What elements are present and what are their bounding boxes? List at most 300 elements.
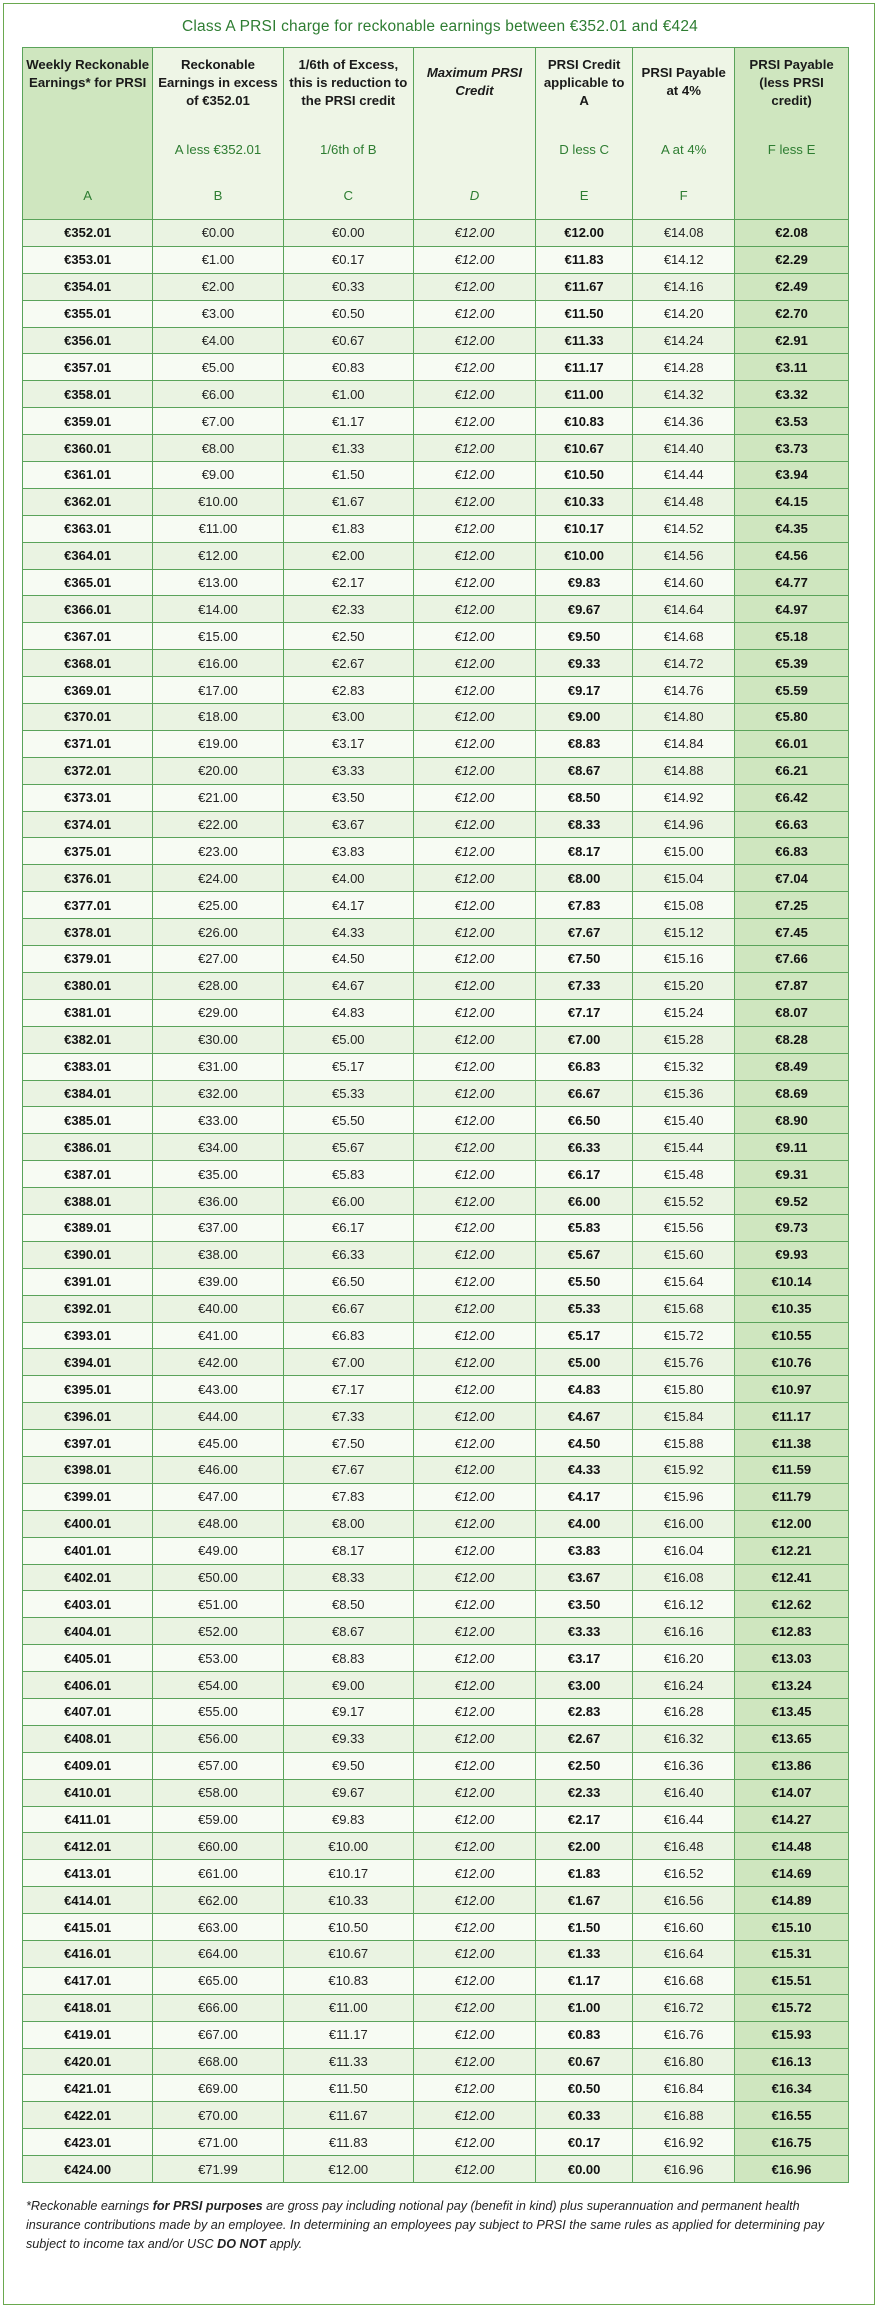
excess-cell: €37.00 [153, 1214, 283, 1241]
excess-cell: €0.00 [153, 220, 283, 247]
credit-cell: €5.00 [535, 1349, 632, 1376]
excess-cell: €49.00 [153, 1537, 283, 1564]
reduction-cell: €7.83 [283, 1483, 413, 1510]
prsi-payable-cell: €15.72 [735, 1994, 849, 2021]
credit-cell: €3.67 [535, 1564, 632, 1591]
table-row [23, 1806, 849, 1833]
prsi-payable-cell: €4.35 [735, 515, 849, 542]
table-row [23, 435, 849, 462]
reduction-cell: €6.17 [283, 1214, 413, 1241]
weekly-earnings-cell: €399.01 [23, 1483, 153, 1510]
table-row [23, 999, 849, 1026]
reduction-cell: €7.50 [283, 1430, 413, 1457]
max-credit-cell: €12.00 [413, 1887, 535, 1914]
prsi-gross-cell: €16.48 [633, 1833, 735, 1860]
weekly-earnings-cell: €409.01 [23, 1752, 153, 1779]
table-row [23, 1725, 849, 1752]
credit-cell: €9.67 [535, 596, 632, 623]
table-row [23, 1645, 849, 1672]
table-body [23, 220, 849, 2183]
weekly-earnings-cell: €377.01 [23, 892, 153, 919]
max-credit-cell: €12.00 [413, 1134, 535, 1161]
weekly-earnings-cell: €418.01 [23, 1994, 153, 2021]
weekly-earnings-cell: €364.01 [23, 542, 153, 569]
excess-cell: €42.00 [153, 1349, 283, 1376]
excess-cell: €51.00 [153, 1591, 283, 1618]
prsi-gross-cell: €14.40 [633, 435, 735, 462]
prsi-gross-cell: €15.32 [633, 1053, 735, 1080]
weekly-earnings-cell: €379.01 [23, 946, 153, 973]
col-header-f [633, 48, 735, 220]
col-header-b [153, 48, 283, 220]
prsi-payable-cell: €5.80 [735, 704, 849, 731]
excess-cell: €56.00 [153, 1725, 283, 1752]
reduction-cell: €4.83 [283, 999, 413, 1026]
max-credit-cell: €12.00 [413, 515, 535, 542]
weekly-earnings-cell: €417.01 [23, 1967, 153, 1994]
table-row [23, 273, 849, 300]
excess-cell: €41.00 [153, 1322, 283, 1349]
prsi-gross-cell: €14.48 [633, 488, 735, 515]
credit-cell: €10.67 [535, 435, 632, 462]
weekly-earnings-cell: €398.01 [23, 1456, 153, 1483]
col-header-g [735, 48, 849, 220]
reduction-cell: €11.83 [283, 2129, 413, 2156]
prsi-gross-cell: €16.92 [633, 2129, 735, 2156]
prsi-payable-cell: €7.25 [735, 892, 849, 919]
credit-cell: €5.17 [535, 1322, 632, 1349]
excess-cell: €62.00 [153, 1887, 283, 1914]
excess-cell: €58.00 [153, 1779, 283, 1806]
table-row [23, 2021, 849, 2048]
prsi-payable-cell: €13.03 [735, 1645, 849, 1672]
table-row [23, 1618, 849, 1645]
max-credit-cell: €12.00 [413, 2156, 535, 2183]
credit-cell: €3.17 [535, 1645, 632, 1672]
reduction-cell: €0.33 [283, 273, 413, 300]
weekly-earnings-cell: €404.01 [23, 1618, 153, 1645]
reduction-cell: €3.17 [283, 730, 413, 757]
table-row [23, 1188, 849, 1215]
credit-cell: €1.50 [535, 1914, 632, 1941]
table-row [23, 1483, 849, 1510]
table-row [23, 542, 849, 569]
max-credit-cell: €12.00 [413, 1941, 535, 1968]
reduction-cell: €12.00 [283, 2156, 413, 2183]
prsi-payable-cell: €9.52 [735, 1188, 849, 1215]
table-row [23, 300, 849, 327]
prsi-payable-cell: €12.21 [735, 1537, 849, 1564]
prsi-payable-cell: €5.59 [735, 677, 849, 704]
prsi-payable-cell: €14.48 [735, 1833, 849, 1860]
max-credit-cell: €12.00 [413, 865, 535, 892]
credit-cell: €9.50 [535, 623, 632, 650]
footnote-emphasis: for PRSI purposes [152, 2199, 263, 2213]
excess-cell: €60.00 [153, 1833, 283, 1860]
max-credit-cell: €12.00 [413, 1241, 535, 1268]
reduction-cell: €6.83 [283, 1322, 413, 1349]
prsi-payable-cell: €9.93 [735, 1241, 849, 1268]
excess-cell: €7.00 [153, 408, 283, 435]
excess-cell: €32.00 [153, 1080, 283, 1107]
max-credit-cell: €12.00 [413, 569, 535, 596]
prsi-gross-cell: €15.24 [633, 999, 735, 1026]
weekly-earnings-cell: €411.01 [23, 1806, 153, 1833]
table-row [23, 1698, 849, 1725]
credit-cell: €9.83 [535, 569, 632, 596]
excess-cell: €12.00 [153, 542, 283, 569]
prsi-payable-cell: €5.18 [735, 623, 849, 650]
excess-cell: €44.00 [153, 1403, 283, 1430]
reduction-cell: €6.33 [283, 1241, 413, 1268]
reduction-cell: €6.00 [283, 1188, 413, 1215]
prsi-gross-cell: €16.64 [633, 1941, 735, 1968]
max-credit-cell: €12.00 [413, 1268, 535, 1295]
table-row [23, 488, 849, 515]
table-row [23, 408, 849, 435]
prsi-gross-cell: €16.88 [633, 2102, 735, 2129]
table-row [23, 1752, 849, 1779]
prsi-payable-cell: €15.93 [735, 2021, 849, 2048]
prsi-gross-cell: €14.56 [633, 542, 735, 569]
weekly-earnings-cell: €363.01 [23, 515, 153, 542]
weekly-earnings-cell: €358.01 [23, 381, 153, 408]
prsi-gross-cell: €14.44 [633, 462, 735, 489]
reduction-cell: €2.67 [283, 650, 413, 677]
excess-cell: €71.00 [153, 2129, 283, 2156]
credit-cell: €11.17 [535, 354, 632, 381]
weekly-earnings-cell: €374.01 [23, 811, 153, 838]
reduction-cell: €10.00 [283, 1833, 413, 1860]
prsi-payable-cell: €16.75 [735, 2129, 849, 2156]
prsi-gross-cell: €15.44 [633, 1134, 735, 1161]
table-row [23, 1241, 849, 1268]
prsi-gross-cell: €16.40 [633, 1779, 735, 1806]
table-row [23, 865, 849, 892]
max-credit-cell: €12.00 [413, 596, 535, 623]
max-credit-cell: €12.00 [413, 650, 535, 677]
reduction-cell: €4.33 [283, 919, 413, 946]
max-credit-cell: €12.00 [413, 1618, 535, 1645]
prsi-gross-cell: €14.16 [633, 273, 735, 300]
prsi-gross-cell: €15.96 [633, 1483, 735, 1510]
col-header-label: PRSI Payable at 4% [641, 65, 726, 98]
weekly-earnings-cell: €381.01 [23, 999, 153, 1026]
credit-cell: €2.83 [535, 1698, 632, 1725]
prsi-payable-cell: €9.31 [735, 1161, 849, 1188]
table-row [23, 1591, 849, 1618]
prsi-gross-cell: €15.68 [633, 1295, 735, 1322]
credit-cell: €11.33 [535, 327, 632, 354]
table-row [23, 1349, 849, 1376]
max-credit-cell: €12.00 [413, 2129, 535, 2156]
credit-cell: €2.17 [535, 1806, 632, 1833]
max-credit-cell: €12.00 [413, 999, 535, 1026]
credit-cell: €7.17 [535, 999, 632, 1026]
max-credit-cell: €12.00 [413, 1510, 535, 1537]
table-row [23, 1994, 849, 2021]
reduction-cell: €0.50 [283, 300, 413, 327]
credit-cell: €11.00 [535, 381, 632, 408]
excess-cell: €46.00 [153, 1456, 283, 1483]
excess-cell: €26.00 [153, 919, 283, 946]
credit-cell: €5.67 [535, 1241, 632, 1268]
max-credit-cell: €12.00 [413, 730, 535, 757]
reduction-cell: €3.00 [283, 704, 413, 731]
prsi-payable-cell: €6.42 [735, 784, 849, 811]
weekly-earnings-cell: €390.01 [23, 1241, 153, 1268]
excess-cell: €4.00 [153, 327, 283, 354]
max-credit-cell: €12.00 [413, 1860, 535, 1887]
weekly-earnings-cell: €388.01 [23, 1188, 153, 1215]
weekly-earnings-cell: €359.01 [23, 408, 153, 435]
weekly-earnings-cell: €394.01 [23, 1349, 153, 1376]
credit-cell: €11.67 [535, 273, 632, 300]
reduction-cell: €9.67 [283, 1779, 413, 1806]
prsi-gross-cell: €15.52 [633, 1188, 735, 1215]
weekly-earnings-cell: €414.01 [23, 1887, 153, 1914]
reduction-cell: €5.83 [283, 1161, 413, 1188]
prsi-gross-cell: €15.72 [633, 1322, 735, 1349]
credit-cell: €2.50 [535, 1752, 632, 1779]
col-header-label: 1/6th of Excess, this is reduction to the PRSI credit [289, 57, 408, 108]
excess-cell: €14.00 [153, 596, 283, 623]
prsi-payable-cell: €14.69 [735, 1860, 849, 1887]
max-credit-cell: €12.00 [413, 919, 535, 946]
max-credit-cell: €12.00 [413, 381, 535, 408]
weekly-earnings-cell: €357.01 [23, 354, 153, 381]
excess-cell: €61.00 [153, 1860, 283, 1887]
prsi-payable-cell: €11.59 [735, 1456, 849, 1483]
table-row [23, 2075, 849, 2102]
reduction-cell: €9.33 [283, 1725, 413, 1752]
max-credit-cell: €12.00 [413, 220, 535, 247]
credit-cell: €7.00 [535, 1026, 632, 1053]
prsi-gross-cell: €16.84 [633, 2075, 735, 2102]
col-header-letter: C [343, 188, 354, 203]
max-credit-cell: €12.00 [413, 1188, 535, 1215]
prsi-gross-cell: €16.52 [633, 1860, 735, 1887]
prsi-payable-cell: €16.34 [735, 2075, 849, 2102]
table-row [23, 838, 849, 865]
credit-cell: €7.83 [535, 892, 632, 919]
footnote [26, 2197, 848, 2254]
prsi-gross-cell: €14.68 [633, 623, 735, 650]
table-row [23, 220, 849, 247]
table-row [23, 2102, 849, 2129]
max-credit-cell: €12.00 [413, 2048, 535, 2075]
table-row [23, 892, 849, 919]
reduction-cell: €2.50 [283, 623, 413, 650]
credit-cell: €4.17 [535, 1483, 632, 1510]
prsi-payable-cell: €2.08 [735, 220, 849, 247]
table-row [23, 1295, 849, 1322]
col-header-label: Weekly Reckonable Earnings* for PRSI [26, 57, 150, 90]
footnote-text: are gross pay including notional pay (benefit in kind) plus superannuation and permanent health insurance contributions made by an employee. In determining an employees pay subject to PRSI the same rules as applied for determining pay subject to income tax and/or USC [26, 2199, 825, 2251]
max-credit-cell: €12.00 [413, 1026, 535, 1053]
prsi-payable-cell: €7.45 [735, 919, 849, 946]
prsi-payable-cell: €2.49 [735, 273, 849, 300]
prsi-payable-cell: €14.89 [735, 1887, 849, 1914]
weekly-earnings-cell: €368.01 [23, 650, 153, 677]
table-row [23, 2156, 849, 2183]
prsi-payable-cell: €8.07 [735, 999, 849, 1026]
excess-cell: €5.00 [153, 354, 283, 381]
max-credit-cell: €12.00 [413, 1833, 535, 1860]
max-credit-cell: €12.00 [413, 1456, 535, 1483]
max-credit-cell: €12.00 [413, 1725, 535, 1752]
table-row [23, 1456, 849, 1483]
prsi-gross-cell: €15.92 [633, 1456, 735, 1483]
reduction-cell: €10.83 [283, 1967, 413, 1994]
table-row [23, 381, 849, 408]
reduction-cell: €9.50 [283, 1752, 413, 1779]
weekly-earnings-cell: €397.01 [23, 1430, 153, 1457]
weekly-earnings-cell: €415.01 [23, 1914, 153, 1941]
reduction-cell: €8.67 [283, 1618, 413, 1645]
prsi-payable-cell: €6.83 [735, 838, 849, 865]
prsi-gross-cell: €15.16 [633, 946, 735, 973]
table-row [23, 730, 849, 757]
credit-cell: €0.33 [535, 2102, 632, 2129]
max-credit-cell: €12.00 [413, 1403, 535, 1430]
credit-cell: €10.17 [535, 515, 632, 542]
prsi-payable-cell: €8.49 [735, 1053, 849, 1080]
max-credit-cell: €12.00 [413, 246, 535, 273]
excess-cell: €34.00 [153, 1134, 283, 1161]
prsi-payable-cell: €4.56 [735, 542, 849, 569]
weekly-earnings-cell: €353.01 [23, 246, 153, 273]
table-row [23, 2129, 849, 2156]
col-header-formula: A at 4% [660, 142, 707, 157]
prsi-gross-cell: €14.92 [633, 784, 735, 811]
reduction-cell: €3.83 [283, 838, 413, 865]
weekly-earnings-cell: €410.01 [23, 1779, 153, 1806]
prsi-gross-cell: €16.60 [633, 1914, 735, 1941]
reduction-cell: €1.67 [283, 488, 413, 515]
footnote-emphasis: DO NOT [217, 2237, 267, 2251]
reduction-cell: €0.83 [283, 354, 413, 381]
excess-cell: €38.00 [153, 1241, 283, 1268]
max-credit-cell: €12.00 [413, 435, 535, 462]
excess-cell: €15.00 [153, 623, 283, 650]
weekly-earnings-cell: €419.01 [23, 2021, 153, 2048]
reduction-cell: €7.17 [283, 1376, 413, 1403]
table-row [23, 1887, 849, 1914]
prsi-gross-cell: €15.04 [633, 865, 735, 892]
prsi-payable-cell: €12.41 [735, 1564, 849, 1591]
table-row [23, 1322, 849, 1349]
reduction-cell: €10.33 [283, 1887, 413, 1914]
reduction-cell: €11.00 [283, 1994, 413, 2021]
credit-cell: €12.00 [535, 220, 632, 247]
reduction-cell: €8.83 [283, 1645, 413, 1672]
prsi-payable-cell: €3.11 [735, 354, 849, 381]
prsi-payable-cell: €15.51 [735, 1967, 849, 1994]
prsi-gross-cell: €16.44 [633, 1806, 735, 1833]
weekly-earnings-cell: €369.01 [23, 677, 153, 704]
col-header-a [23, 48, 153, 220]
excess-cell: €69.00 [153, 2075, 283, 2102]
max-credit-cell: €12.00 [413, 811, 535, 838]
prsi-payable-cell: €8.69 [735, 1080, 849, 1107]
max-credit-cell: €12.00 [413, 1214, 535, 1241]
weekly-earnings-cell: €360.01 [23, 435, 153, 462]
max-credit-cell: €12.00 [413, 273, 535, 300]
credit-cell: €10.83 [535, 408, 632, 435]
max-credit-cell: €12.00 [413, 1752, 535, 1779]
prsi-payable-cell: €13.24 [735, 1672, 849, 1699]
excess-cell: €6.00 [153, 381, 283, 408]
prsi-gross-cell: €15.28 [633, 1026, 735, 1053]
reduction-cell: €2.17 [283, 569, 413, 596]
credit-cell: €1.67 [535, 1887, 632, 1914]
excess-cell: €33.00 [153, 1107, 283, 1134]
col-header-label: Maximum PRSI Credit [426, 65, 523, 98]
prsi-payable-cell: €7.66 [735, 946, 849, 973]
credit-cell: €10.50 [535, 462, 632, 489]
max-credit-cell: €12.00 [413, 488, 535, 515]
table-row [23, 972, 849, 999]
reduction-cell: €5.67 [283, 1134, 413, 1161]
reduction-cell: €9.00 [283, 1672, 413, 1699]
weekly-earnings-cell: €361.01 [23, 462, 153, 489]
weekly-earnings-cell: €413.01 [23, 1860, 153, 1887]
reduction-cell: €1.33 [283, 435, 413, 462]
excess-cell: €17.00 [153, 677, 283, 704]
weekly-earnings-cell: €355.01 [23, 300, 153, 327]
max-credit-cell: €12.00 [413, 1483, 535, 1510]
prsi-payable-cell: €13.65 [735, 1725, 849, 1752]
credit-cell: €2.67 [535, 1725, 632, 1752]
reduction-cell: €10.50 [283, 1914, 413, 1941]
excess-cell: €25.00 [153, 892, 283, 919]
prsi-gross-cell: €16.00 [633, 1510, 735, 1537]
table-row [23, 1941, 849, 1968]
prsi-payable-cell: €11.17 [735, 1403, 849, 1430]
prsi-payable-cell: €9.11 [735, 1134, 849, 1161]
credit-cell: €0.83 [535, 2021, 632, 2048]
prsi-gross-cell: €16.56 [633, 1887, 735, 1914]
reduction-cell: €9.83 [283, 1806, 413, 1833]
excess-cell: €27.00 [153, 946, 283, 973]
credit-cell: €3.50 [535, 1591, 632, 1618]
credit-cell: €1.00 [535, 1994, 632, 2021]
table-row [23, 784, 849, 811]
credit-cell: €8.33 [535, 811, 632, 838]
prsi-payable-cell: €8.28 [735, 1026, 849, 1053]
max-credit-cell: €12.00 [413, 1591, 535, 1618]
footnote-text: apply. [266, 2237, 303, 2251]
excess-cell: €10.00 [153, 488, 283, 515]
credit-cell: €0.67 [535, 2048, 632, 2075]
excess-cell: €35.00 [153, 1161, 283, 1188]
table-row [23, 1026, 849, 1053]
credit-cell: €6.67 [535, 1080, 632, 1107]
table-row [23, 327, 849, 354]
excess-cell: €57.00 [153, 1752, 283, 1779]
table-row [23, 1564, 849, 1591]
max-credit-cell: €12.00 [413, 2075, 535, 2102]
weekly-earnings-cell: €400.01 [23, 1510, 153, 1537]
reduction-cell: €4.67 [283, 972, 413, 999]
max-credit-cell: €12.00 [413, 1967, 535, 1994]
reduction-cell: €4.00 [283, 865, 413, 892]
prsi-gross-cell: €16.80 [633, 2048, 735, 2075]
weekly-earnings-cell: €386.01 [23, 1134, 153, 1161]
prsi-gross-cell: €16.32 [633, 1725, 735, 1752]
credit-cell: €4.83 [535, 1376, 632, 1403]
